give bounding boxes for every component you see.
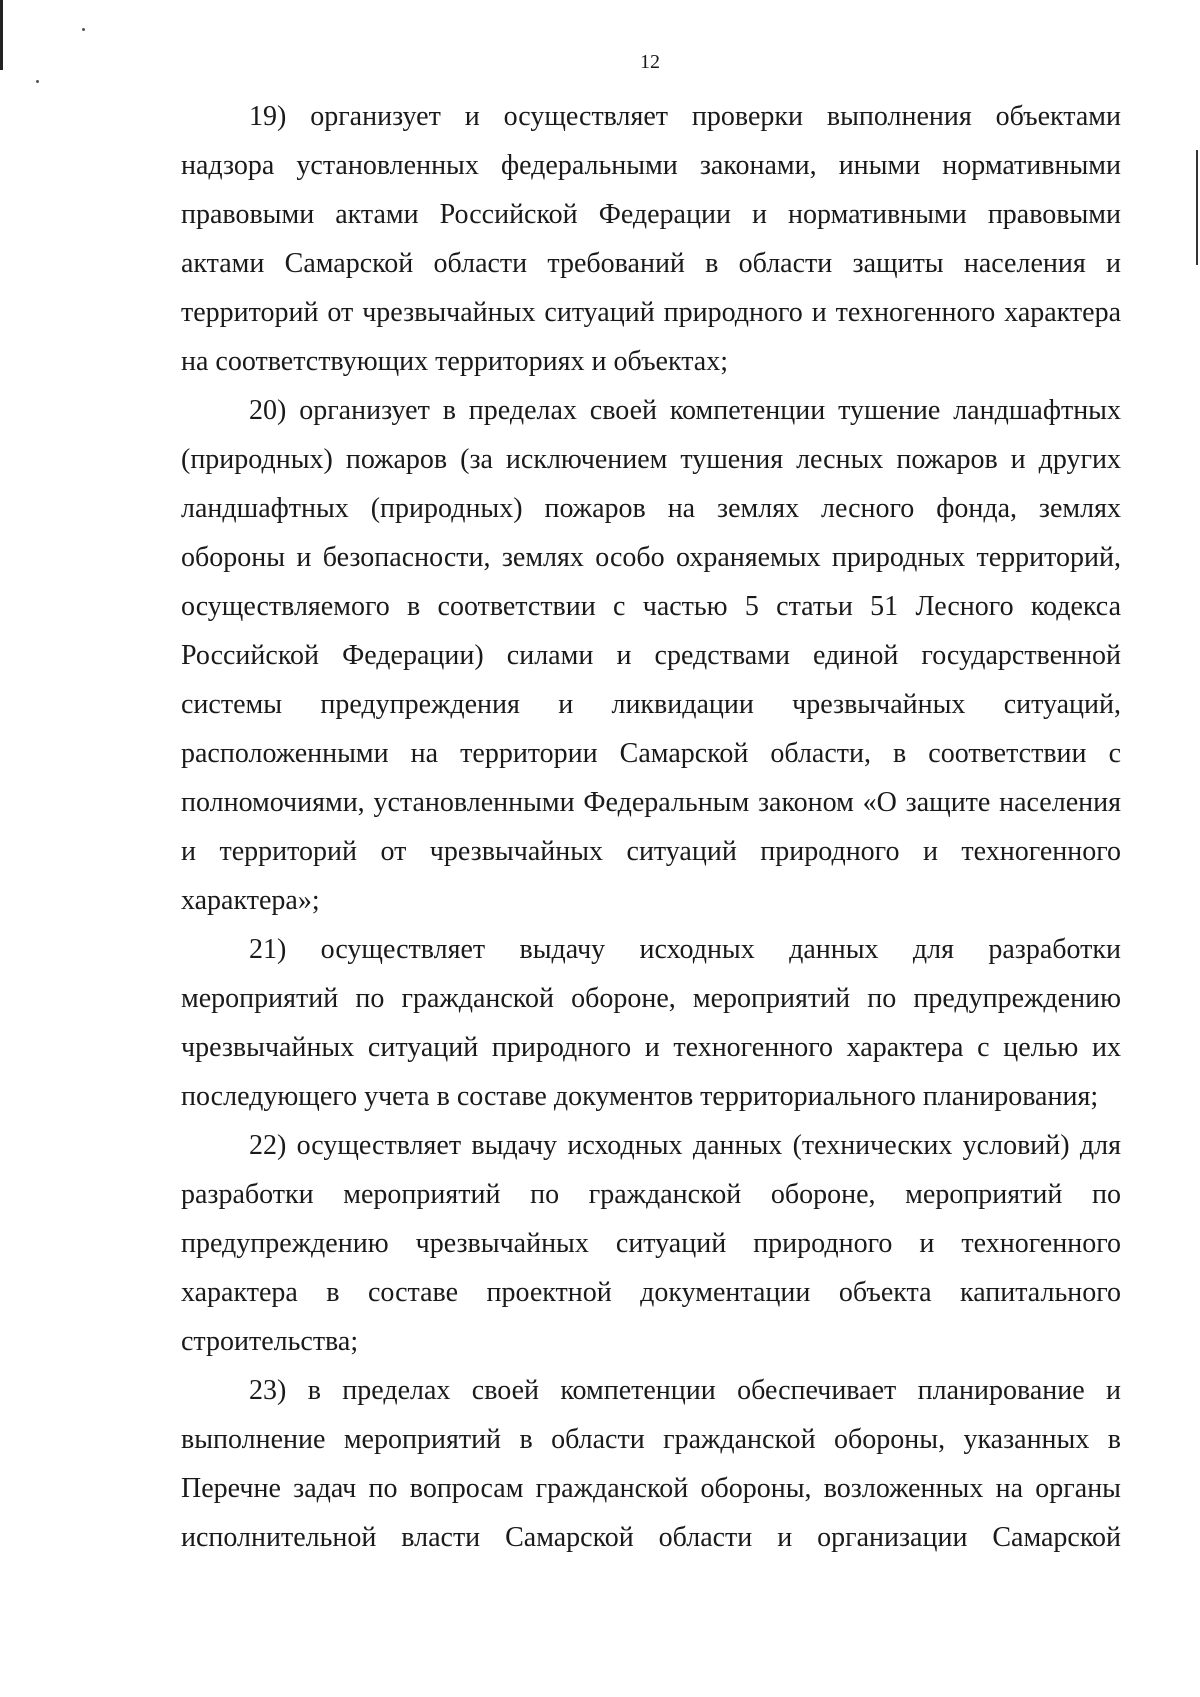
page-number: 12 bbox=[640, 51, 660, 73]
text-line: полномочиями, установленными Федеральным законом «О защите населения bbox=[181, 787, 1121, 818]
text-line: мероприятий по гражданской обороне, мероприятий по предупреждению bbox=[181, 983, 1121, 1014]
text-line: на соответствующих территориях и объектах; bbox=[181, 346, 728, 377]
paragraph-23 bbox=[181, 1366, 1121, 1562]
text-line: расположенными на территории Самарской области, в соответствии с bbox=[181, 738, 1121, 769]
text-line: строительства; bbox=[181, 1326, 359, 1357]
text-line: осуществляемого в соответствии с частью 5 статьи 51 Лесного кодекса bbox=[181, 591, 1121, 622]
text-line: актами Самарской области требований в области защиты населения и bbox=[181, 248, 1121, 279]
text-line: системы предупреждения и ликвидации чрезвычайных ситуаций, bbox=[181, 689, 1121, 720]
text-line: ландшафтных (природных) пожаров на землях лесного фонда, землях bbox=[181, 493, 1121, 524]
text-line: предупреждению чрезвычайных ситуаций природного и техногенного bbox=[181, 1228, 1121, 1259]
scan-speck bbox=[82, 28, 85, 31]
text-line: и территорий от чрезвычайных ситуаций природного и техногенного bbox=[181, 836, 1121, 867]
text-line: 20) организует в пределах своей компетенции тушение ландшафтных bbox=[249, 395, 1121, 426]
scan-edge-right bbox=[1196, 150, 1198, 265]
text-line: характера»; bbox=[181, 885, 320, 916]
paragraph-22 bbox=[181, 1121, 1121, 1366]
text-line: 19) организует и осуществляет проверки выполнения объектами bbox=[249, 101, 1121, 132]
text-line: 22) осуществляет выдачу исходных данных (технических условий) для bbox=[249, 1130, 1121, 1161]
text-line: исполнительной власти Самарской области и организации Самарской bbox=[181, 1522, 1121, 1553]
text-line: чрезвычайных ситуаций природного и техногенного характера с целью их bbox=[181, 1032, 1121, 1063]
text-line: характера в составе проектной документации объекта капитального bbox=[181, 1277, 1121, 1308]
text-line: обороны и безопасности, землях особо охраняемых природных территорий, bbox=[181, 542, 1121, 573]
scan-speck bbox=[36, 80, 39, 83]
text-line: разработки мероприятий по гражданской обороне, мероприятий по bbox=[181, 1179, 1121, 1210]
text-line: выполнение мероприятий в области гражданской обороны, указанных в bbox=[181, 1424, 1121, 1455]
text-line: последующего учета в составе документов территориального планирования; bbox=[181, 1081, 1099, 1112]
document-body bbox=[181, 92, 1121, 1562]
text-line: 21) осуществляет выдачу исходных данных для разработки bbox=[249, 934, 1121, 965]
text-line: надзора установленных федеральными законами, иными нормативными bbox=[181, 150, 1121, 181]
text-line: Перечне задач по вопросам гражданской обороны, возложенных на органы bbox=[181, 1473, 1121, 1504]
text-line: Российской Федерации) силами и средствами единой государственной bbox=[181, 640, 1121, 671]
text-line: 23) в пределах своей компетенции обеспечивает планирование и bbox=[249, 1375, 1121, 1406]
text-line: (природных) пожаров (за исключением тушения лесных пожаров и других bbox=[181, 444, 1121, 475]
text-line: территорий от чрезвычайных ситуаций природного и техногенного характера bbox=[181, 297, 1121, 328]
paragraph-21 bbox=[181, 925, 1121, 1121]
paragraph-20 bbox=[181, 386, 1121, 925]
text-line: правовыми актами Российской Федерации и нормативными правовыми bbox=[181, 199, 1121, 230]
paragraph-19 bbox=[181, 92, 1121, 386]
